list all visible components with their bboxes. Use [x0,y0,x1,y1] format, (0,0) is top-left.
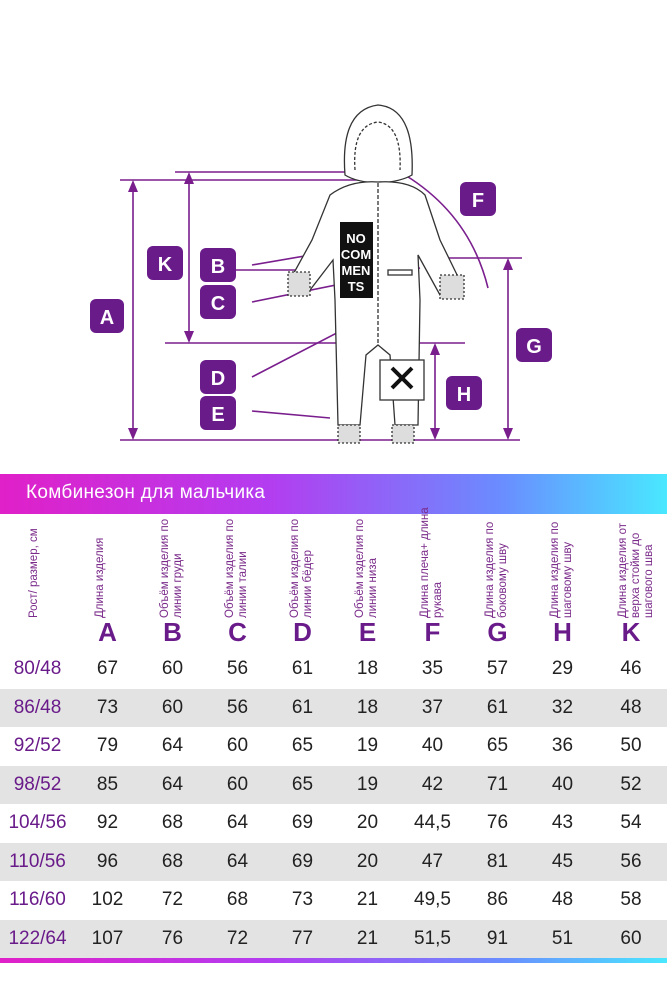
header-col-0 [0,514,75,650]
value-cell: 42 [421,773,444,795]
header-col-5 [335,514,400,650]
value-cell: 73 [291,889,314,910]
table-row [0,766,667,805]
value-cell: 56 [226,696,249,718]
label-D: D [210,368,226,390]
table-row [0,727,667,766]
table-row [0,843,667,882]
value-cell: 20 [356,812,379,833]
label-B: B [210,256,226,278]
value-cell: 54 [620,812,642,833]
value-cell: 72 [226,927,249,949]
header-label: Рост/ размер, см [27,528,40,618]
value-cell: 49,5 [414,889,451,910]
header-label: Длина изделия по шаговому шву [548,521,574,618]
header-col-1 [75,514,140,650]
value-cell: 76 [486,812,509,833]
value-cell: 64 [161,773,184,795]
table-header [0,507,667,650]
table-row [0,804,667,843]
header-col-9 [595,514,667,650]
header-label: Объём изделия по линии талии [223,518,249,618]
value-cell: 60 [620,927,642,949]
table-row [0,881,667,920]
header-letter: A [98,617,117,647]
value-cell: 67 [96,658,119,679]
value-cell: 46 [620,658,642,679]
print-line-4: TS [347,279,365,294]
value-cell: 85 [96,773,119,795]
value-cell: 96 [96,850,119,872]
value-cell: 60 [161,658,184,679]
value-cell: 68 [161,812,184,833]
value-cell: 76 [161,927,184,949]
header-col-3 [205,514,270,650]
value-cell: 60 [226,773,249,795]
header-label: Объём изделия по линии бёдер [288,518,314,618]
value-cell: 20 [356,850,379,872]
value-cell: 77 [291,927,314,949]
table-body [0,650,667,958]
value-cell: 65 [291,735,314,756]
print-line-3: MEN [341,263,371,278]
size-table [0,507,667,958]
label-F: F [471,190,485,212]
print-line-1: NO [346,231,366,246]
value-cell: 65 [486,735,509,756]
value-cell: 51 [551,927,574,949]
value-cell: 40 [551,773,574,795]
header-letter: E [358,617,377,647]
size-cell: 122/64 [8,927,67,949]
value-cell: 102 [91,889,124,910]
value-cell: 35 [421,658,444,679]
value-cell: 79 [96,735,119,756]
size-cell: 92/52 [13,735,62,756]
value-cell: 71 [486,773,509,795]
header-letter: C [228,617,247,647]
value-cell: 61 [291,696,314,718]
value-cell: 72 [161,889,184,910]
label-H: H [456,384,472,406]
value-cell: 64 [226,812,249,833]
value-cell: 68 [226,889,249,910]
value-cell: 43 [551,812,574,833]
measurement-diagram [0,0,667,470]
value-cell: 44,5 [414,812,451,833]
header-col-8 [530,514,595,650]
label-G: G [526,336,542,358]
value-cell: 47 [421,850,444,872]
value-cell: 64 [161,735,184,756]
value-cell: 36 [551,735,574,756]
size-cell: 86/48 [13,696,62,718]
header-letter: H [553,617,572,647]
page-title: Комбинезон для мальчика [26,482,266,503]
header-label: Объём изделия по линии низа [353,518,379,618]
value-cell: 57 [486,658,509,679]
value-cell: 68 [161,850,184,872]
value-cell: 52 [620,773,642,795]
value-cell: 18 [356,696,379,718]
value-cell: 51,5 [414,927,451,949]
value-cell: 86 [486,889,509,910]
value-cell: 69 [291,812,314,833]
value-cell: 64 [226,850,249,872]
label-K: K [157,254,173,276]
size-cell: 110/56 [9,850,66,872]
header-letter: B [163,617,182,647]
header-col-6 [400,507,465,650]
value-cell: 69 [291,850,314,872]
size-cell: 80/48 [13,658,62,679]
header-col-7 [465,514,530,650]
print-line-2: COM [340,247,372,262]
header-letter: G [487,617,508,647]
value-cell: 61 [291,658,314,679]
table-row [0,689,667,728]
label-C: C [210,293,226,315]
label-E: E [211,404,225,426]
table-row [0,650,667,689]
bottom-gradient-bar [0,958,667,963]
value-cell: 29 [551,658,574,679]
value-cell: 73 [96,696,119,718]
header-label: Длина изделия [93,537,106,618]
value-cell: 56 [620,850,642,872]
value-cell: 48 [620,696,642,718]
value-cell: 91 [486,927,509,949]
size-cell: 104/56 [8,812,67,833]
size-cell: 98/52 [13,773,62,795]
value-cell: 19 [356,735,379,756]
value-cell: 92 [96,812,119,833]
value-cell: 40 [421,735,444,756]
header-letter: D [293,617,312,647]
size-cell: 116/60 [9,889,66,910]
value-cell: 18 [356,658,379,679]
value-cell: 50 [620,735,642,756]
header-label: Длина изделия по боковому шву [483,521,509,618]
header-col-2 [140,514,205,650]
value-cell: 32 [551,696,574,718]
header-label: Длина плеча+ длина рукава [418,507,444,618]
label-A: A [99,307,115,329]
header-letter: F [424,617,441,647]
value-cell: 107 [91,927,124,949]
header-col-4 [270,514,335,650]
value-cell: 65 [291,773,314,795]
table-row [0,920,667,959]
value-cell: 56 [226,658,249,679]
value-cell: 61 [486,696,509,718]
header-letter: K [621,617,641,647]
value-cell: 21 [356,889,379,910]
value-cell: 58 [620,889,642,910]
value-cell: 48 [551,889,574,910]
value-cell: 19 [356,773,379,795]
value-cell: 45 [551,850,574,872]
value-cell: 81 [486,850,509,872]
value-cell: 60 [161,696,184,718]
value-cell: 37 [421,696,444,718]
header-label: Объём изделия по линии груди [158,518,184,618]
value-cell: 60 [226,735,249,756]
value-cell: 21 [356,927,379,949]
header-label: Длина изделия от верха стойки до шагового шва [617,523,655,618]
